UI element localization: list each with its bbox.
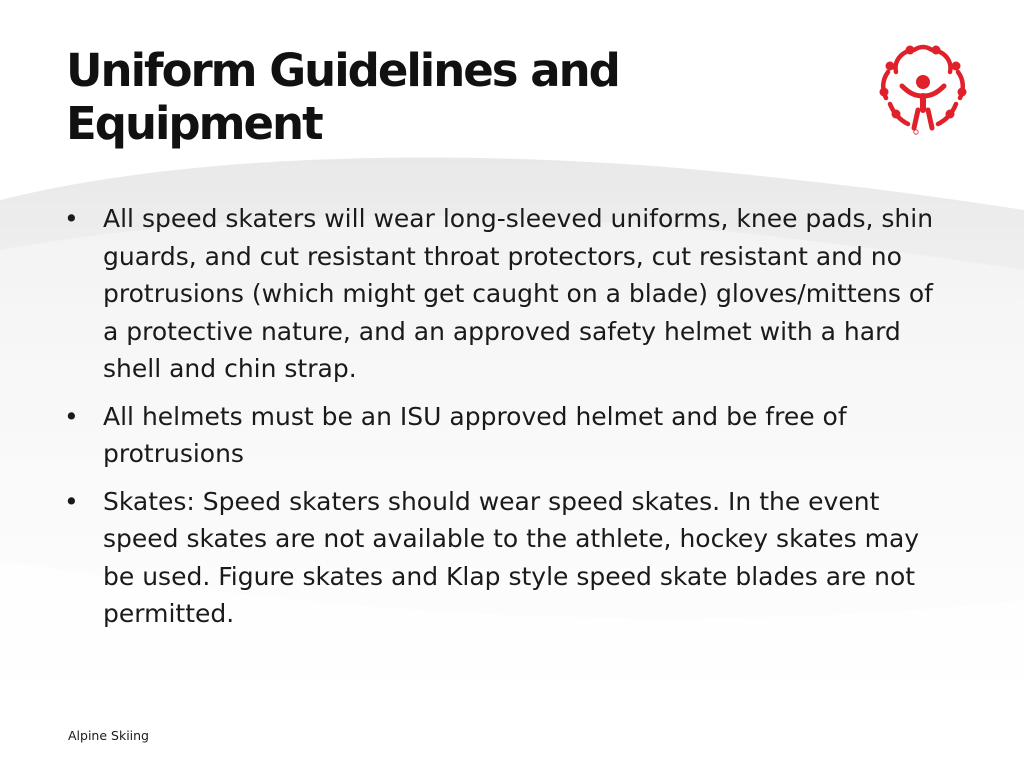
bullet-marker: • <box>64 204 79 233</box>
bullet-marker: • <box>64 401 79 431</box>
bullet-item <box>60 398 940 473</box>
bullet-text: All helmets must be an ISU approved helmet and be free of protrusions <box>103 401 847 468</box>
bullet-item <box>60 200 940 388</box>
bullet-text: Skates: Speed skaters should wear speed skates. In the event speed skates are not available to the athlete, hockey skates may be used. Figure skates and Klap style speed skate blades are not permitted. <box>103 486 920 628</box>
special-olympics-logo-icon <box>876 42 970 138</box>
slide-footer: Alpine Skiing <box>68 728 149 743</box>
bullet-text: All speed skaters will wear long-sleeved uniforms, knee pads, shin guards, and cut resistant throat protectors, cut resistant and no protrusions (which might get caught on a blade) gloves/mittens of a protective nature, and an approved safety helmet with a hard shell and chin strap. <box>103 204 934 383</box>
bullet-marker: • <box>64 486 79 516</box>
slide-title: Uniform Guidelines and Equipment <box>66 44 619 150</box>
bullet-list <box>60 200 940 643</box>
bullet-item <box>60 483 940 633</box>
